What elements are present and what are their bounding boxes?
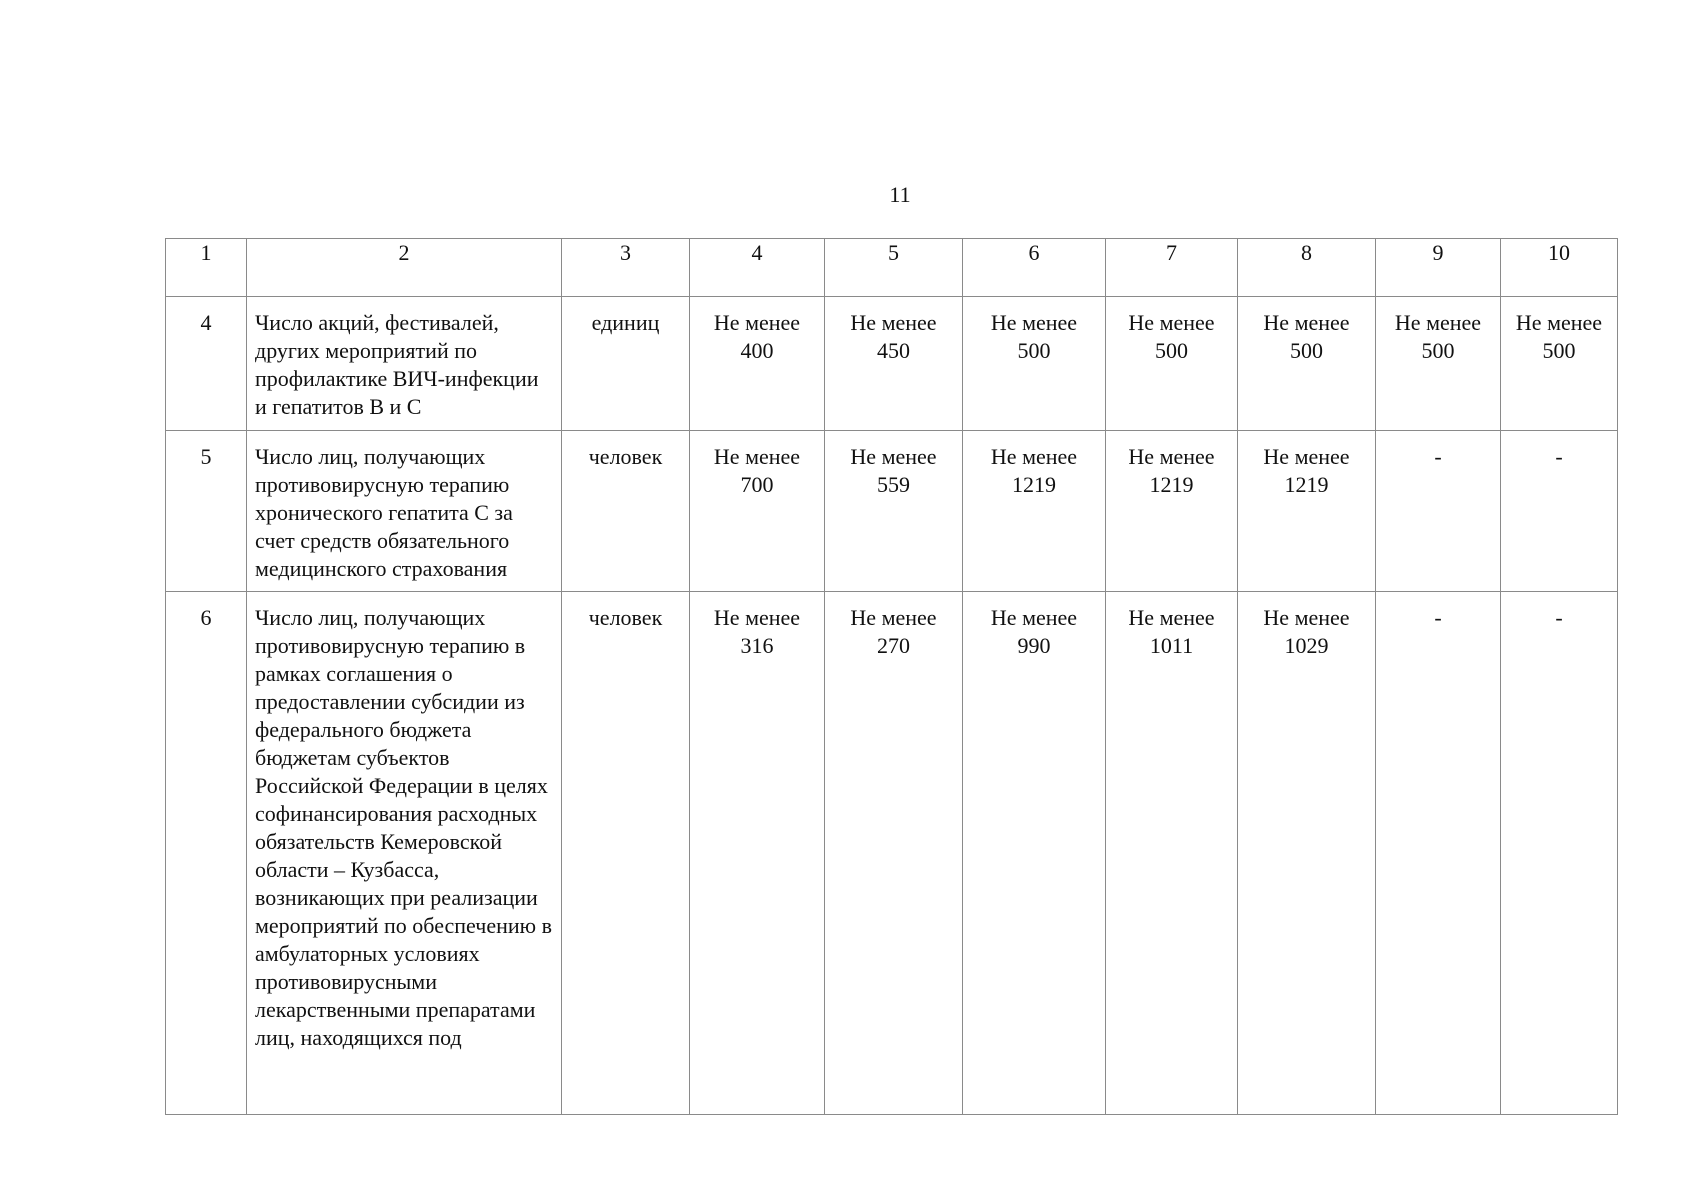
value-label: Не менее bbox=[713, 605, 801, 630]
value-number: 700 bbox=[740, 472, 774, 497]
value-label: Не менее bbox=[1128, 310, 1215, 335]
value-number: 1219 bbox=[1012, 472, 1056, 497]
page-number: 11 bbox=[889, 182, 911, 207]
value-label: Не менее bbox=[1263, 310, 1350, 335]
value-cell bbox=[1501, 592, 1618, 1115]
value-cell bbox=[963, 431, 1106, 592]
value-cell bbox=[963, 297, 1106, 431]
column-number-header-row bbox=[166, 239, 1618, 297]
value-number: 450 bbox=[877, 338, 910, 363]
value-cell bbox=[1501, 297, 1618, 431]
unit-of-measure: единиц bbox=[562, 297, 690, 431]
value-cell bbox=[825, 431, 963, 592]
value-label: Не менее bbox=[713, 444, 801, 469]
value-label: Не менее bbox=[1128, 444, 1215, 469]
value-number: 316 bbox=[740, 633, 774, 658]
value-number: 559 bbox=[877, 472, 910, 497]
row-number: 6 bbox=[166, 592, 247, 1115]
value-label: Не менее bbox=[850, 310, 937, 335]
indicator-name: Число акций, фестивалей, других мероприятий по профилактике ВИЧ-инфекции и гепатитов В и С bbox=[247, 297, 562, 431]
value-label: Не менее bbox=[1394, 310, 1482, 335]
value-number: 990 bbox=[1017, 633, 1051, 658]
column-header: 1 bbox=[166, 239, 247, 297]
value-cell bbox=[690, 297, 825, 431]
value-cell bbox=[1376, 592, 1501, 1115]
value-label: Не менее bbox=[1128, 605, 1215, 630]
value-number: 270 bbox=[877, 633, 910, 658]
value-number: 500 bbox=[1421, 338, 1455, 363]
value-cell bbox=[1376, 297, 1501, 431]
column-header: 5 bbox=[825, 239, 963, 297]
column-header: 2 bbox=[247, 239, 562, 297]
value-cell bbox=[1106, 592, 1238, 1115]
value-cell bbox=[1501, 431, 1618, 592]
indicators-table bbox=[165, 238, 1618, 1115]
value-number: 1011 bbox=[1149, 633, 1194, 658]
column-header: 8 bbox=[1238, 239, 1376, 297]
value-number: 1219 bbox=[1149, 472, 1194, 497]
value-number: 500 bbox=[1542, 338, 1576, 363]
value-label: Не менее bbox=[1515, 310, 1603, 335]
value-number: 400 bbox=[740, 338, 774, 363]
unit-of-measure: человек bbox=[562, 592, 690, 1115]
value-label: Не менее bbox=[713, 310, 801, 335]
value-number: 500 bbox=[1290, 338, 1323, 363]
column-header: 4 bbox=[690, 239, 825, 297]
row-number: 5 bbox=[166, 431, 247, 592]
value-cell bbox=[1238, 592, 1376, 1115]
value-label: - bbox=[1434, 605, 1442, 630]
value-cell bbox=[1238, 297, 1376, 431]
value-number: 500 bbox=[1155, 338, 1188, 363]
indicator-name: Число лиц, получающих противовирусную терапию в рамках соглашения о предоставлении субсидии из федерального бюджета бюджетам субъектов Российской Федерации в целях софинансирования расходных обязательств Кемеровской области – Кузбасса, возникающих при реализации мероприятий по обеспечению в амбулаторных условиях противовирусными лекарственными препаратами лиц, находящихся под bbox=[247, 592, 562, 1115]
value-cell bbox=[825, 592, 963, 1115]
value-cell bbox=[690, 592, 825, 1115]
value-label: Не менее bbox=[850, 605, 937, 630]
value-cell bbox=[690, 431, 825, 592]
value-label: Не менее bbox=[1263, 444, 1350, 469]
column-header: 9 bbox=[1376, 239, 1501, 297]
value-cell bbox=[825, 297, 963, 431]
unit-of-measure: человек bbox=[562, 431, 690, 592]
table-row bbox=[166, 431, 1618, 592]
indicator-name: Число лиц, получающих противовирусную терапию хронического гепатита С за счет средств обязательного медицинского страхования bbox=[247, 431, 562, 592]
column-header: 10 bbox=[1501, 239, 1618, 297]
value-label: Не менее bbox=[990, 444, 1078, 469]
value-label: Не менее bbox=[1263, 605, 1350, 630]
value-cell bbox=[963, 592, 1106, 1115]
value-number: 1219 bbox=[1284, 472, 1329, 497]
value-cell bbox=[1106, 297, 1238, 431]
table-row bbox=[166, 297, 1618, 431]
value-number: 500 bbox=[1017, 338, 1051, 363]
column-header: 7 bbox=[1106, 239, 1238, 297]
column-header: 3 bbox=[562, 239, 690, 297]
value-label: Не менее bbox=[990, 605, 1078, 630]
value-label: Не менее bbox=[850, 444, 937, 469]
value-cell bbox=[1106, 431, 1238, 592]
value-label: - bbox=[1434, 444, 1442, 469]
value-number: 1029 bbox=[1284, 633, 1329, 658]
column-header: 6 bbox=[963, 239, 1106, 297]
value-label: - bbox=[1555, 444, 1563, 469]
value-label: Не менее bbox=[990, 310, 1078, 335]
table-row bbox=[166, 592, 1618, 1115]
value-cell bbox=[1238, 431, 1376, 592]
row-number: 4 bbox=[166, 297, 247, 431]
value-label: - bbox=[1555, 605, 1563, 630]
value-cell bbox=[1376, 431, 1501, 592]
